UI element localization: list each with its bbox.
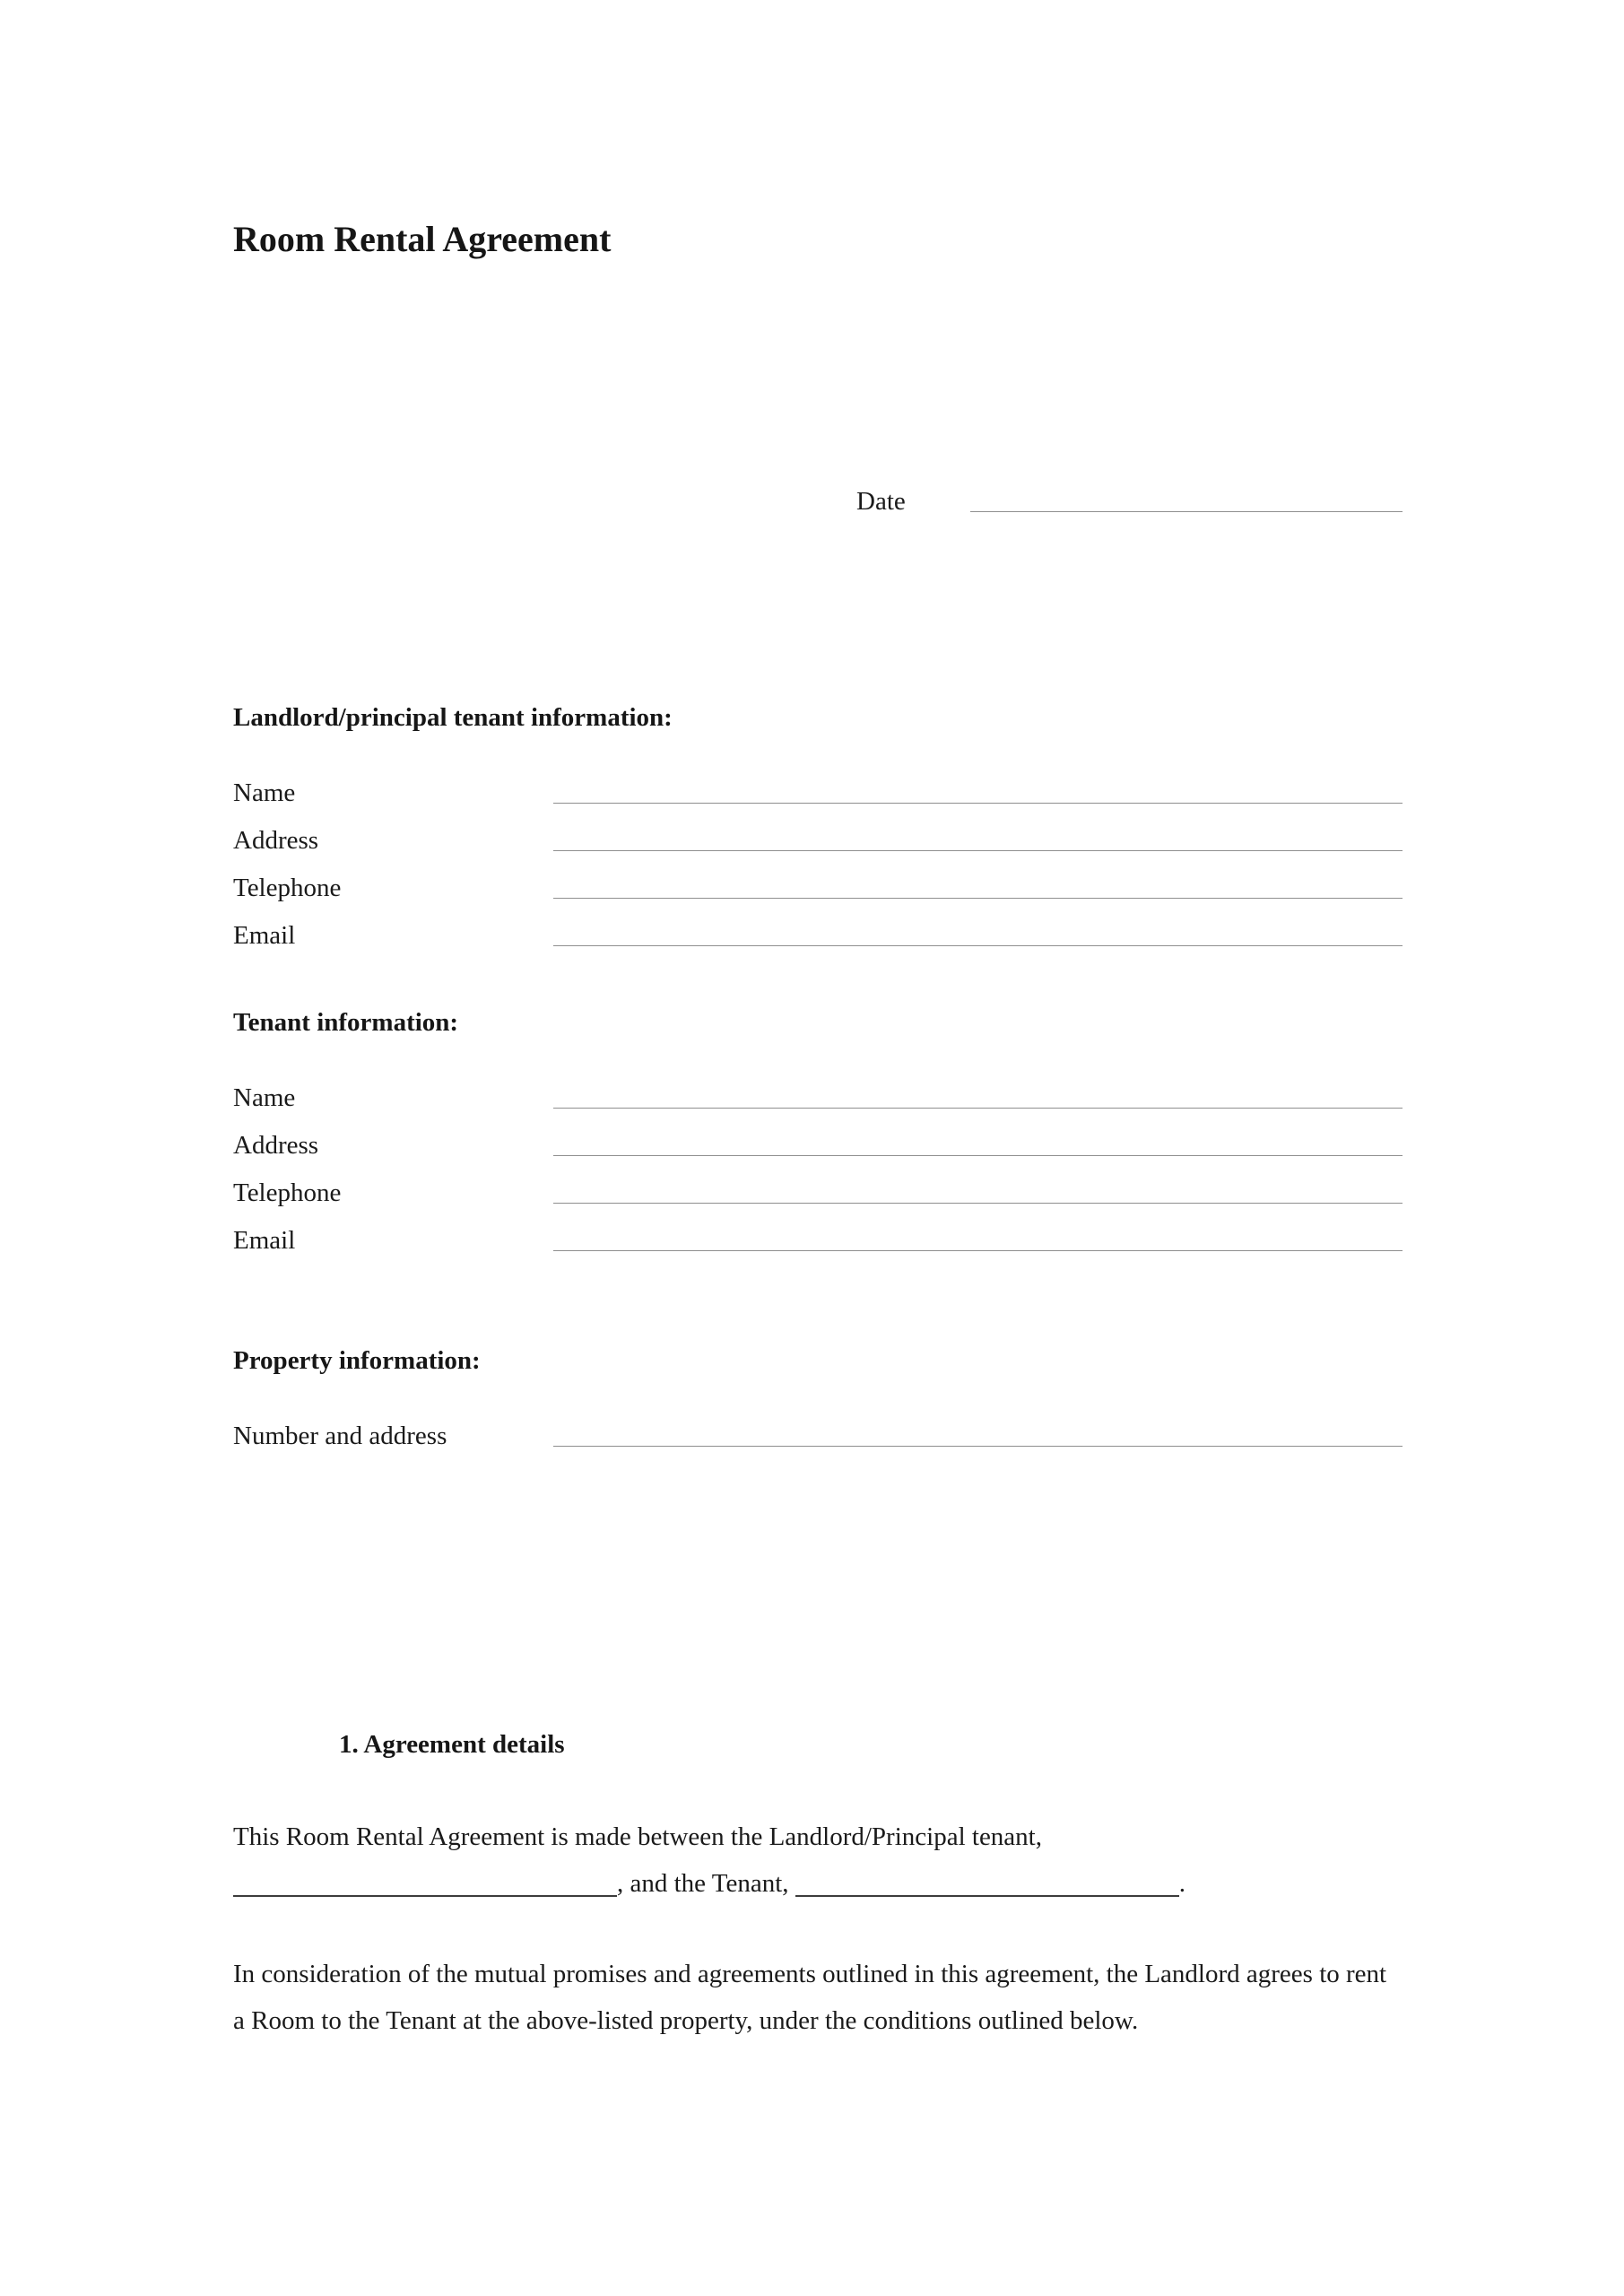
tenant-address-row bbox=[233, 1114, 1403, 1161]
landlord-fields bbox=[233, 761, 1403, 952]
landlord-name-blank-line[interactable] bbox=[553, 803, 1403, 804]
tenant-address-label: Address bbox=[233, 1131, 319, 1160]
property-fields bbox=[233, 1405, 1403, 1452]
tenant-email-blank-line[interactable] bbox=[553, 1250, 1403, 1251]
property-info-section bbox=[233, 1344, 1403, 1452]
agreement-intro-text-3: . bbox=[1178, 1869, 1186, 1898]
agreement-intro-paragraph bbox=[233, 1813, 1403, 1907]
landlord-address-label: Address bbox=[233, 826, 319, 855]
agreement-details-section bbox=[233, 1728, 1403, 2044]
date-label: Date bbox=[856, 487, 906, 516]
landlord-name-inline-blank[interactable] bbox=[233, 1892, 617, 1897]
tenant-name-blank-line[interactable] bbox=[553, 1108, 1403, 1109]
document-title: Room Rental Agreement bbox=[233, 219, 612, 259]
date-row bbox=[233, 485, 1403, 517]
agreement-details-heading: 1. Agreement details bbox=[339, 1730, 565, 1759]
tenant-telephone-row bbox=[233, 1161, 1403, 1209]
tenant-name-label: Name bbox=[233, 1083, 296, 1112]
landlord-address-blank-line[interactable] bbox=[553, 850, 1403, 851]
tenant-name-inline-blank[interactable] bbox=[795, 1892, 1179, 1897]
tenant-info-section bbox=[233, 1006, 1403, 1257]
tenant-address-blank-line[interactable] bbox=[553, 1155, 1403, 1156]
tenant-email-label: Email bbox=[233, 1226, 296, 1255]
property-section-heading: Property information: bbox=[233, 1346, 481, 1375]
landlord-telephone-blank-line[interactable] bbox=[553, 898, 1403, 899]
tenant-email-row bbox=[233, 1209, 1403, 1257]
landlord-telephone-row bbox=[233, 857, 1403, 904]
tenant-telephone-label: Telephone bbox=[233, 1178, 342, 1207]
landlord-name-label: Name bbox=[233, 778, 296, 807]
landlord-section-heading: Landlord/principal tenant information: bbox=[233, 703, 673, 732]
agreement-intro-text-2: , and the Tenant, bbox=[617, 1869, 789, 1898]
tenant-name-row bbox=[233, 1066, 1403, 1114]
tenant-section-heading: Tenant information: bbox=[233, 1008, 459, 1037]
landlord-address-row bbox=[233, 809, 1403, 857]
date-blank-line[interactable] bbox=[970, 511, 1403, 512]
landlord-email-blank-line[interactable] bbox=[553, 945, 1403, 946]
agreement-body-paragraph: In consideration of the mutual promises and agreements outlined in this agreement, the Landlord agrees to rent a Room to the Tenant at the above-listed property, under the conditions outlined below. bbox=[233, 1960, 1387, 2035]
agreement-intro-text-1: This Room Rental Agreement is made between the Landlord/Principal tenant, bbox=[233, 1822, 1042, 1851]
tenant-telephone-blank-line[interactable] bbox=[553, 1203, 1403, 1204]
landlord-info-section bbox=[233, 701, 1403, 952]
landlord-name-row bbox=[233, 761, 1403, 809]
landlord-email-row bbox=[233, 904, 1403, 952]
landlord-email-label: Email bbox=[233, 921, 296, 950]
tenant-fields bbox=[233, 1066, 1403, 1257]
property-address-row bbox=[233, 1405, 1403, 1452]
property-address-label: Number and address bbox=[233, 1422, 447, 1450]
property-address-blank-line[interactable] bbox=[553, 1446, 1403, 1447]
landlord-telephone-label: Telephone bbox=[233, 874, 342, 902]
